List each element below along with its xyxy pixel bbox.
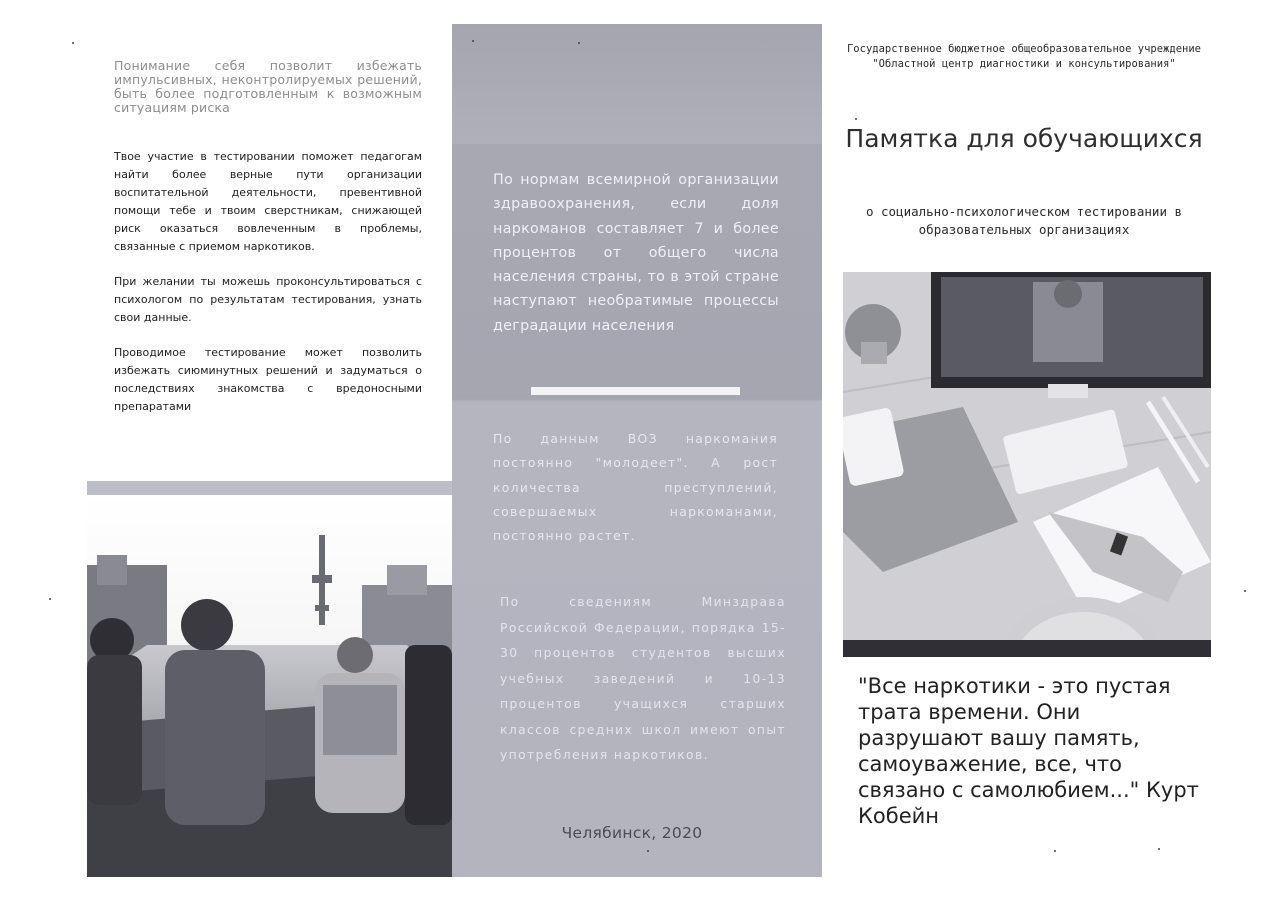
scan-speck — [1054, 850, 1056, 852]
photo-teenagers-embankment — [87, 495, 452, 877]
institution-name: Государственное бюджетное общеобразовательное учреждение "Областной центр диагностики и консультирования" — [846, 43, 1201, 70]
paragraph-consult: При желании ты можешь проконсультироваться с психологом по результатам тестирования, узнать свои данные. — [114, 275, 422, 324]
scan-speck — [472, 40, 474, 42]
who-norms-text: По нормам всемирной организации здравоохранения, если доля наркоманов составляет 7 и более процентов от общего числа населения страны, то в этой стране наступают необратимые процессы деградации населения — [493, 172, 779, 334]
middle-panel-top-band — [452, 24, 822, 144]
who-data-text: По данным ВОЗ наркомания постоянно "молодеет". А рост количества преступлений, совершаемых наркоманами, постоянно растет. — [493, 431, 778, 544]
scan-speck — [49, 598, 51, 600]
scan-speck — [72, 42, 74, 44]
scan-speck — [1244, 590, 1246, 592]
photo-top-band — [87, 481, 452, 495]
paragraph-participation: Твое участие в тестировании поможет педагогам найти более верные пути организации воспитательной деятельности, превентивной помощи тебе и твоим сверстникам, снижающей риск оказаться вовлеченным в проблемы, связанные с приемом наркотиков. — [114, 150, 422, 253]
photo-workspace — [843, 272, 1211, 657]
city-year: Челябинск, 2020 — [561, 824, 703, 842]
paragraph-testing: Проводимое тестирование может позволить избежать сиюминутных решений и задуматься о последствиях знакомства с вредоносными препаратами — [114, 346, 422, 413]
scan-speck — [855, 118, 857, 120]
middle-divider — [531, 387, 740, 395]
scan-speck — [647, 850, 649, 852]
kurt-cobain-quote: "Все наркотики - это пустая трата времени. Они разрушают вашу память, самоуважение, все, что связано с самолюбием..." Курт Кобейн — [858, 674, 1199, 828]
scan-speck — [1158, 848, 1160, 850]
minzdrav-text: По сведениям Минздрава Российской Федерации, порядка 15-30 процентов студентов высших учебных заведений и 10-13 процентов учащихся старших классов средних школ имеют опыт употребления наркотиков. — [500, 595, 786, 762]
scan-speck — [578, 42, 580, 44]
page-subtitle: о социально-психологическом тестировании в образовательных организациях — [865, 204, 1183, 237]
lead-text: Понимание себя позволит избежать импульсивных, неконтролируемых решений, быть более подготовленным к возможным ситуациям риска — [114, 58, 422, 115]
page-title: Памятка для обучающихся — [845, 124, 1203, 153]
